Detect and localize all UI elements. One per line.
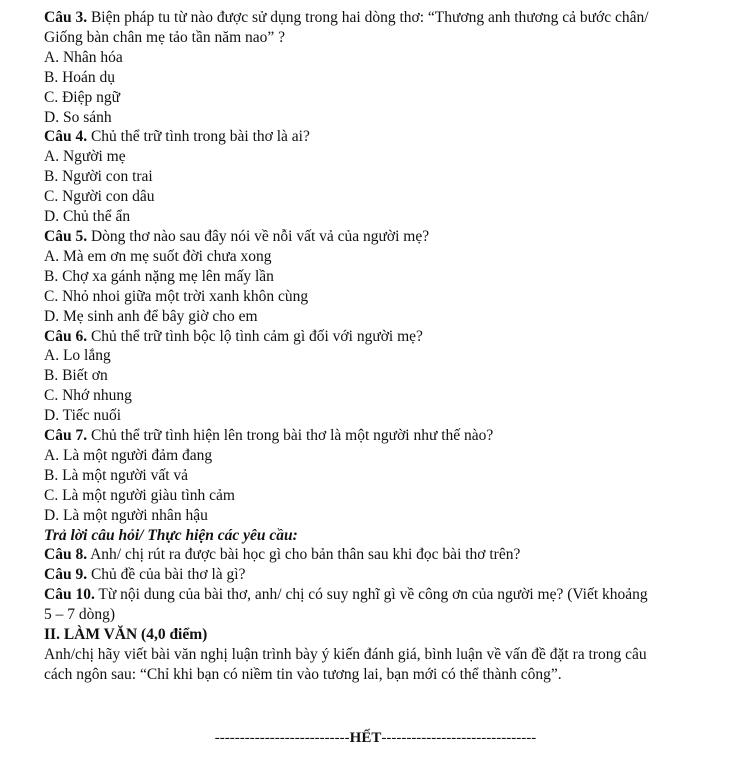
end-word: HẾT — [349, 730, 382, 746]
question-text: Từ nội dung của bài thơ, anh/ chị có suy nghĩ gì về công ơn của người mẹ? (Viết khoảng — [94, 586, 648, 604]
option: B. Người con trai — [44, 168, 153, 186]
option: D. Là một người nhân hậu — [44, 506, 208, 524]
question-text: Anh/ chị rút ra được bài học gì cho bản thân sau khi đọc bài thơ trên? — [87, 546, 521, 564]
option: B. Hoán dụ — [44, 68, 116, 86]
question-10 — [44, 585, 734, 605]
option: B. Là một người vất vả — [44, 466, 189, 484]
question-7 — [44, 426, 734, 446]
option: A. Lo lắng — [44, 347, 111, 365]
question-text: Dòng thơ nào sau đây nói về nỗi vất vả của người mẹ? — [87, 227, 430, 245]
option: C. Người con dâu — [44, 188, 155, 206]
option: C. Nhỏ nhoi giữa một trời xanh khôn cùng — [44, 287, 309, 305]
question-10-continued: 5 – 7 dòng) — [44, 606, 116, 624]
question-8 — [44, 545, 734, 565]
option: C. Là một người giàu tình cảm — [44, 486, 235, 504]
question-9 — [44, 565, 734, 585]
short-answer-heading: Trả lời câu hỏi/ Thực hiện các yêu cầu: — [44, 526, 298, 544]
option: A. Người mẹ — [44, 148, 126, 166]
question-text: Chủ đề của bài thơ là gì? — [87, 566, 246, 584]
question-label: Câu 8. — [44, 546, 88, 564]
exam-page — [44, 8, 734, 685]
option: A. Mà em ơn mẹ suốt đời chưa xong — [44, 247, 272, 265]
question-label: Câu 9. — [44, 566, 88, 584]
question-text: Biện pháp tu từ nào được sử dụng trong hai dòng thơ: “Thương anh thương cả bước chân/ — [87, 9, 649, 26]
end-dashes-right: ------------------------------- — [381, 730, 537, 746]
section-2-heading: II. LÀM VĂN (4,0 điểm) — [44, 626, 208, 644]
question-label: Câu 5. — [44, 227, 88, 245]
question-label: Câu 6. — [44, 327, 88, 345]
option: C. Điệp ngữ — [44, 88, 120, 106]
question-text: Chủ thể trữ tình hiện lên trong bài thơ là một người như thế nào? — [87, 427, 494, 445]
option: B. Biết ơn — [44, 367, 108, 385]
option: D. Mẹ sinh anh để bây giờ cho em — [44, 307, 258, 325]
option: D. Tiếc nuối — [44, 407, 122, 425]
question-text: Chủ thể trữ tình bộc lộ tình cảm gì đối với người mẹ? — [87, 327, 423, 345]
option: D. So sánh — [44, 108, 112, 126]
option: A. Nhân hóa — [44, 48, 123, 66]
option: B. Chợ xa gánh nặng mẹ lên mấy lần — [44, 267, 274, 285]
question-label: Câu 3. — [44, 9, 88, 26]
question-text: Chủ thể trữ tình trong bài thơ là ai? — [87, 128, 310, 146]
end-marker — [0, 730, 751, 747]
question-4 — [44, 127, 734, 147]
end-dashes-left: --------------------------- — [214, 730, 350, 746]
question-label: Câu 7. — [44, 427, 88, 445]
question-label: Câu 4. — [44, 128, 88, 146]
question-5 — [44, 227, 734, 247]
option: A. Là một người đảm đang — [44, 446, 213, 464]
essay-prompt-line-1: Anh/chị hãy viết bài văn nghị luận trình bày ý kiến đánh giá, bình luận về vấn đề đặt ra trong câu — [44, 646, 647, 663]
question-label: Câu 10. — [44, 586, 95, 604]
option: D. Chủ thể ẩn — [44, 208, 131, 226]
option: C. Nhớ nhung — [44, 387, 132, 405]
essay-prompt-line-2: cách ngôn sau: “Chỉ khi bạn có niềm tin vào tương lai, bạn mới có thể thành công”. — [44, 665, 562, 683]
question-3-continued: Giống bàn chân mẹ tảo tần năm nao” ? — [44, 28, 286, 46]
question-3 — [44, 8, 734, 28]
question-6 — [44, 327, 734, 347]
